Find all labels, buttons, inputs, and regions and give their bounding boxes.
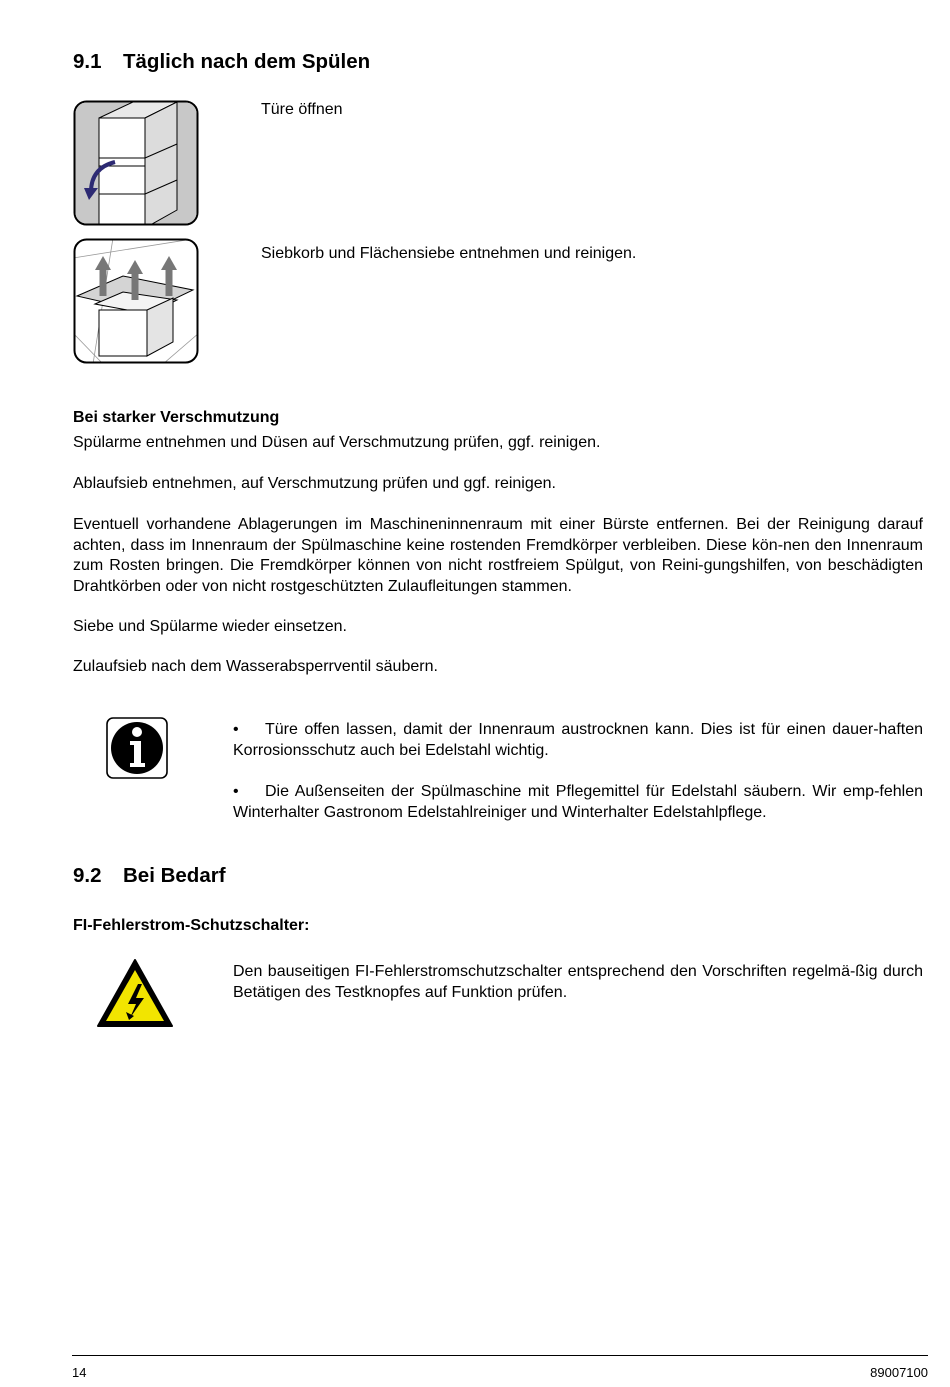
page-number: 14: [72, 1365, 87, 1380]
step-text-open-door: Türe öffnen: [261, 101, 343, 118]
info-bullet-list: [233, 720, 923, 823]
open-door-icon: [73, 100, 199, 226]
info-bullet-text: Türe offen lassen, damit der Innenraum austrocknen kann. Dies ist für einen dauer-haften Korrosionsschutz auch bei Edelstahl wichtig.: [233, 721, 923, 759]
high-voltage-warning-icon: [96, 958, 174, 1028]
section-heading-9-2: [73, 864, 226, 888]
paragraph-spray-arms: Spülarme entnehmen und Düsen auf Verschmutzung prüfen, ggf. reinigen.: [73, 434, 601, 451]
bullet-symbol: •: [233, 783, 239, 800]
bullet-symbol: •: [233, 721, 239, 738]
section-title: Bei Bedarf: [123, 864, 226, 887]
footer-divider: [72, 1355, 928, 1356]
paragraph-deposits: Eventuell vorhandene Ablagerungen im Maschineninnenraum mit einer Bürste entfernen. Bei der Reinigung darauf achten, dass im Innenraum der Spülmaschine keine rostenden Fremdkörper verbleiben. Diese kön-nen den Innenraum zum Rosten bringen. Die Fremdkörper können von nicht rostfreiem Spülgut, von Reini-gungshilfen, von beschädigten Drahtkörben oder von nicht rostgeschützten Zulaufleitungen stammen.: [73, 516, 923, 595]
section-heading-9-1: [73, 50, 370, 74]
section-title: Täglich nach dem Spülen: [123, 50, 371, 73]
section-number: 9.2: [73, 864, 102, 887]
info-icon: [106, 717, 168, 779]
section-number: 9.1: [73, 50, 102, 73]
document-number: 89007100: [870, 1365, 928, 1380]
remove-sieve-icon: [73, 238, 199, 364]
paragraph-inlet-sieve: Zulaufsieb nach dem Wasserabsperrventil säubern.: [73, 658, 438, 675]
paragraph-drain-sieve: Ablaufsieb entnehmen, auf Verschmutzung prüfen und ggf. reinigen.: [73, 475, 556, 492]
heavy-soiling-heading: Bei starker Verschmutzung: [73, 409, 280, 426]
info-bullet-item: [233, 720, 923, 761]
info-bullet-text: Die Außenseiten der Spülmaschine mit Pflegemittel für Edelstahl säubern. Wir emp-fehlen Winterhalter Gastronom Edelstahlreiniger und Winterhalter Edelstahlpflege.: [233, 783, 923, 821]
step-text-remove-sieve: Siebkorb und Flächensiebe entnehmen und reinigen.: [261, 245, 637, 262]
info-bullet-item: [233, 782, 923, 823]
paragraph-reinsert: Siebe und Spülarme wieder einsetzen.: [73, 618, 347, 635]
fi-switch-heading: FI-Fehlerstrom-Schutzschalter:: [73, 917, 310, 934]
warning-text: Den bauseitigen FI-Fehlerstromschutzschalter entsprechend den Vorschriften regelmä-ßig durch Betätigen des Testknopfes auf Funktion prüfen.: [233, 963, 923, 1001]
